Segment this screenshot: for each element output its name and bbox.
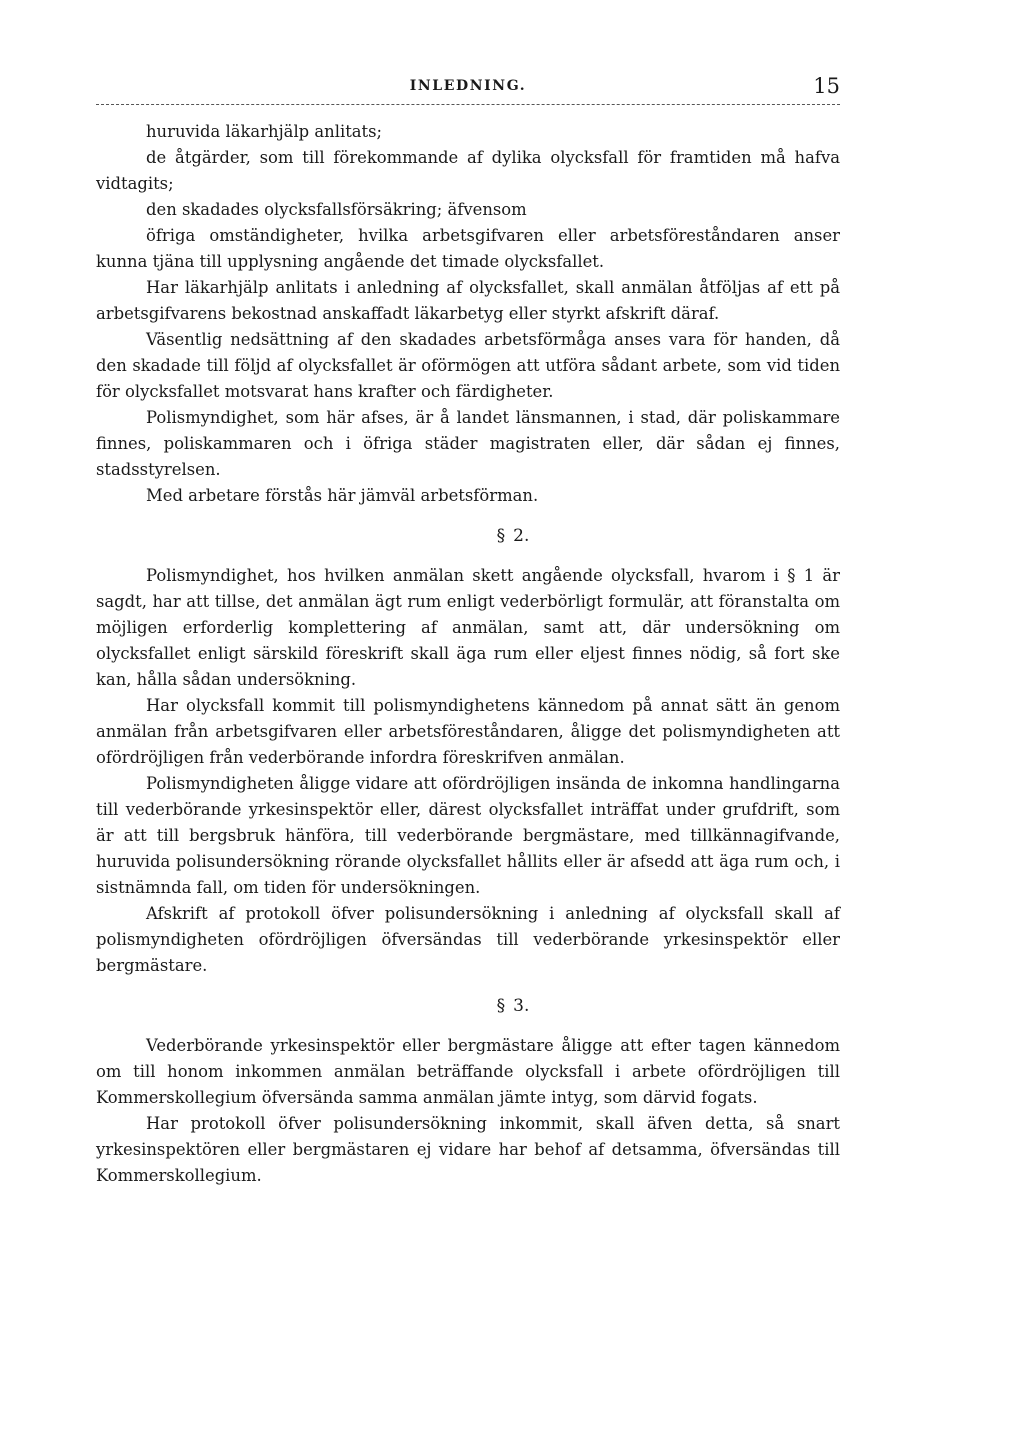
body-text xyxy=(96,119,840,1189)
paragraph: Med arbetare förstås här jämväl arbetsförman. xyxy=(146,486,539,505)
section-number: 2. xyxy=(513,526,530,546)
section-number: 3. xyxy=(513,996,530,1016)
running-title: INLEDNING. xyxy=(409,78,527,94)
paragraph: Väsentlig nedsättning af den skadades arbetsförmåga anses vara för handen, då den skadade till följd af olycksfallet är oförmögen att utföra sådant arbete, som vid tiden för olycksfallet motsvarat hans krafter och färdigheter. xyxy=(96,330,840,401)
running-head xyxy=(96,74,840,108)
paragraph: Har protokoll öfver polisundersökning inkommit, skall äfven detta, så snart yrkesinspektören eller bergmästaren ej vidare har behof af detsamma, öfversändas till Kommerskollegium. xyxy=(96,1114,840,1185)
section-sign: § xyxy=(496,526,506,546)
header-rule xyxy=(96,104,840,105)
list-item: öfriga omständigheter, hvilka arbetsgifvaren eller arbetsföreståndaren anser kunna tjäna till upplysning angående det timade olycksfallet. xyxy=(96,226,840,271)
section-heading xyxy=(96,523,840,549)
section-heading xyxy=(96,993,840,1019)
list-item: den skadades olycksfallsförsäkring; äfvensom xyxy=(146,200,527,219)
paragraph: Har olycksfall kommit till polismyndighetens kännedom på annat sätt än genom anmälan från arbetsgifvaren eller arbetsföreståndaren, åligge det polismyndigheten att ofördröjligen från vederbörande infordra föreskrifven anmälan. xyxy=(96,696,840,767)
section-sign: § xyxy=(496,996,506,1016)
page-number: 15 xyxy=(813,74,840,98)
paragraph: Polismyndighet, hos hvilken anmälan skett angående olycksfall, hvarom i § 1 är sagdt, har att tillse, det anmälan ägt rum enligt vederbörligt formulär, att föranstalta om möjligen erforderlig komplettering af anmälan, samt att, där undersökning om olycksfallet enligt särskild föreskrift skall äga rum eller eljest finnes nödig, så fort ske kan, hålla sådan undersökning. xyxy=(96,566,840,689)
paragraph: Vederbörande yrkesinspektör eller bergmästare åligge att efter tagen kännedom om till honom inkommen anmälan beträffande olycksfall i arbete ofördröjligen till Kommerskollegium öfversända samma anmälan jämte intyg, som därvid fogats. xyxy=(96,1036,840,1107)
paragraph: Har läkarhjälp anlitats i anledning af olycksfallet, skall anmälan åtföljas af ett på arbetsgifvarens bekostnad anskaffadt läkarbetyg eller styrkt afskrift däraf. xyxy=(96,278,840,323)
paragraph: Polismyndighet, som här afses, är å landet länsmannen, i stad, där poliskammare finnes, poliskammaren och i öfriga städer magistraten eller, där sådan ej finnes, stadsstyrelsen. xyxy=(96,408,840,479)
list-item: de åtgärder, som till förekommande af dylika olycksfall för framtiden må hafva vidtagits; xyxy=(96,148,840,193)
paragraph: Afskrift af protokoll öfver polisundersökning i anledning af olycksfall skall af polismyndigheten ofördröjligen öfversändas till vederbörande yrkesinspektör eller bergmästare. xyxy=(96,904,840,975)
list-item: huruvida läkarhjälp anlitats; xyxy=(146,122,383,141)
paragraph: Polismyndigheten åligge vidare att ofördröjligen insända de inkomna handlingarna till vederbörande yrkesinspektör eller, därest olycksfallet inträffat under grufdrift, som är att till bergsbruk hänföra, till vederbörande bergmästare, med tillkännagifvande, huruvida polisundersökning rörande olycksfallet hållits eller är afsedd att äga rum och, i sistnämnda fall, om tiden för undersökningen. xyxy=(96,774,840,897)
